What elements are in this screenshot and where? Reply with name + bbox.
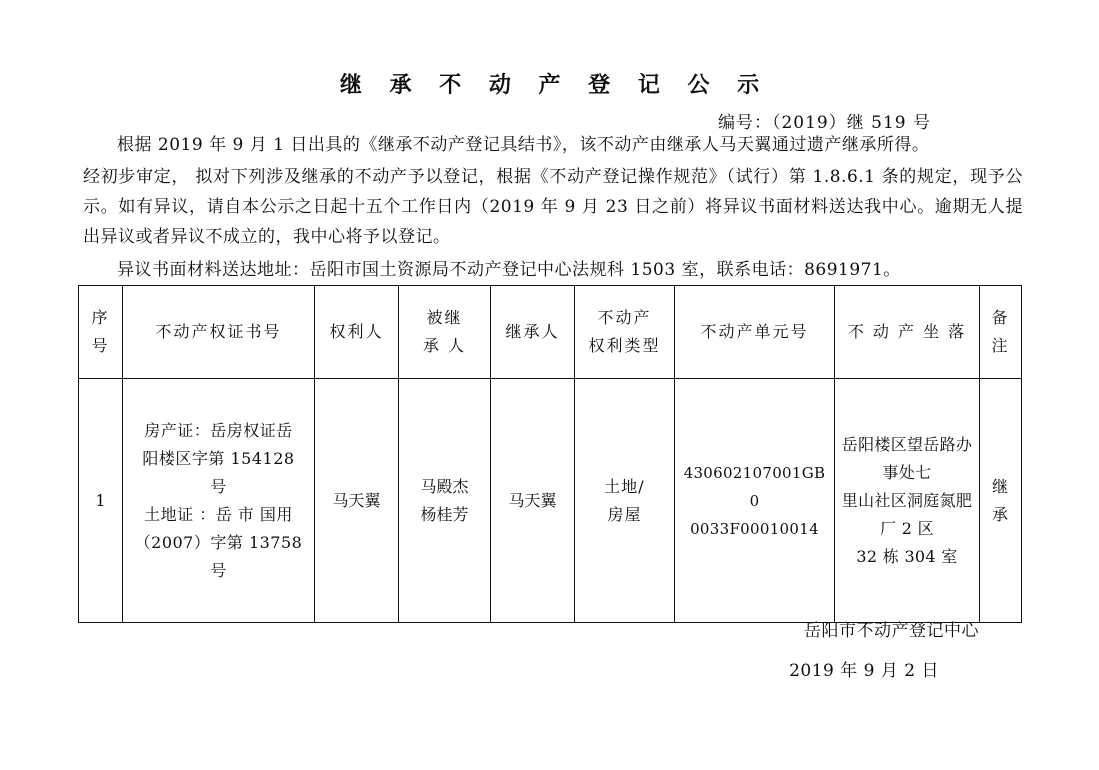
cell-unit-number-line2: 0033F00010014 — [690, 519, 819, 538]
column-header-seq-line1: 序 — [91, 308, 110, 327]
cell-decedent-line2: 杨桂芳 — [420, 504, 469, 524]
column-header-owner: 权利人 — [315, 286, 399, 379]
cell-right-type-line1: 土地/ — [604, 476, 645, 496]
cell-remark-line2: 承 — [991, 504, 1009, 524]
cell-heir: 马天翼 — [491, 379, 575, 623]
paragraph-2: 经初步审定， 拟对下列涉及继承的不动产予以登记，根据《不动产登记操作规范》（试行）第 1.8.6.1 条的规定，现予公示。如有异议，请自本公示之日起十五个工作日内（2019 年 9 月 23 日之前）将异议书面材料送达我中心。逾期无人提出异议或者异议不成立的，我中心将予以登记。 — [83, 167, 1023, 247]
cell-owner: 马天翼 — [315, 379, 399, 623]
table-header-row — [79, 286, 1022, 379]
cell-unit-number-line1: 430602107001GB0 — [683, 463, 826, 510]
column-header-unit-number: 不动产单元号 — [675, 286, 835, 379]
cell-certificate-line6: 号 — [210, 560, 227, 580]
column-header-seq-line2: 号 — [91, 336, 110, 355]
column-header-right-type — [575, 286, 675, 379]
cell-certificate-line1: 房产证：岳房权证岳 — [144, 420, 293, 440]
cell-certificate-line4: 土地证 ：岳 市 国用 — [144, 504, 293, 524]
column-header-decedent-line2: 承 人 — [422, 336, 467, 355]
column-header-right-type-line1: 不动产 — [597, 308, 652, 327]
cell-certificate — [123, 379, 315, 623]
cell-right-type-line2: 房屋 — [607, 504, 642, 524]
cell-right-type — [575, 379, 675, 623]
column-header-decedent — [399, 286, 491, 379]
cell-certificate-line5: （2007）字第 13758 — [134, 532, 303, 552]
column-header-remark-line2: 注 — [991, 336, 1010, 355]
page-title: 继 承 不 动 产 登 记 公 示 — [339, 72, 770, 98]
cell-remark-line1: 继 — [991, 476, 1009, 496]
cell-location — [835, 379, 980, 623]
column-header-location: 不 动 产 坐 落 — [835, 286, 980, 379]
cell-certificate-line2: 阳楼区字第 154128 — [142, 448, 295, 468]
document-serial-number: 编号：（2019）继 519 号 — [717, 113, 931, 133]
cell-location-line2: 里山社区洞庭氮肥厂 2 区 — [841, 490, 973, 538]
cell-location-line1: 岳阳楼区望岳路办事处七 — [841, 434, 973, 482]
issuing-authority: 岳阳市不动产登记中心 — [804, 621, 979, 641]
cell-decedent — [399, 379, 491, 623]
cell-decedent-line1: 马殿杰 — [420, 476, 469, 496]
column-header-decedent-line1: 被继 — [426, 308, 463, 327]
address-line: 异议书面材料送达地址：岳阳市国土资源局不动产登记中心法规科 1503 室，联系电话：8691971。 — [117, 260, 901, 280]
registration-table — [78, 285, 1022, 623]
cell-remark — [980, 379, 1022, 623]
column-header-seq — [79, 286, 123, 379]
announcement-body — [83, 130, 1023, 254]
table-row — [79, 379, 1022, 623]
cell-location-line3: 32 栋 304 室 — [856, 546, 958, 566]
cell-seq: 1 — [79, 379, 123, 623]
column-header-heir: 继承人 — [491, 286, 575, 379]
column-header-right-type-line2: 权利类型 — [588, 336, 661, 355]
column-header-remark — [980, 286, 1022, 379]
column-header-remark-line1: 备 — [991, 308, 1010, 327]
issue-date: 2019 年 9 月 2 日 — [789, 661, 939, 681]
cell-certificate-line3: 号 — [210, 476, 227, 496]
column-header-certificate: 不动产权证书号 — [123, 286, 315, 379]
cell-unit-number — [675, 379, 835, 623]
paragraph-1: 根据 2019 年 9 月 1 日出具的《继承不动产登记具结书》，该不动产由继承人马天翼通过遗产继承所得。 — [117, 135, 930, 155]
